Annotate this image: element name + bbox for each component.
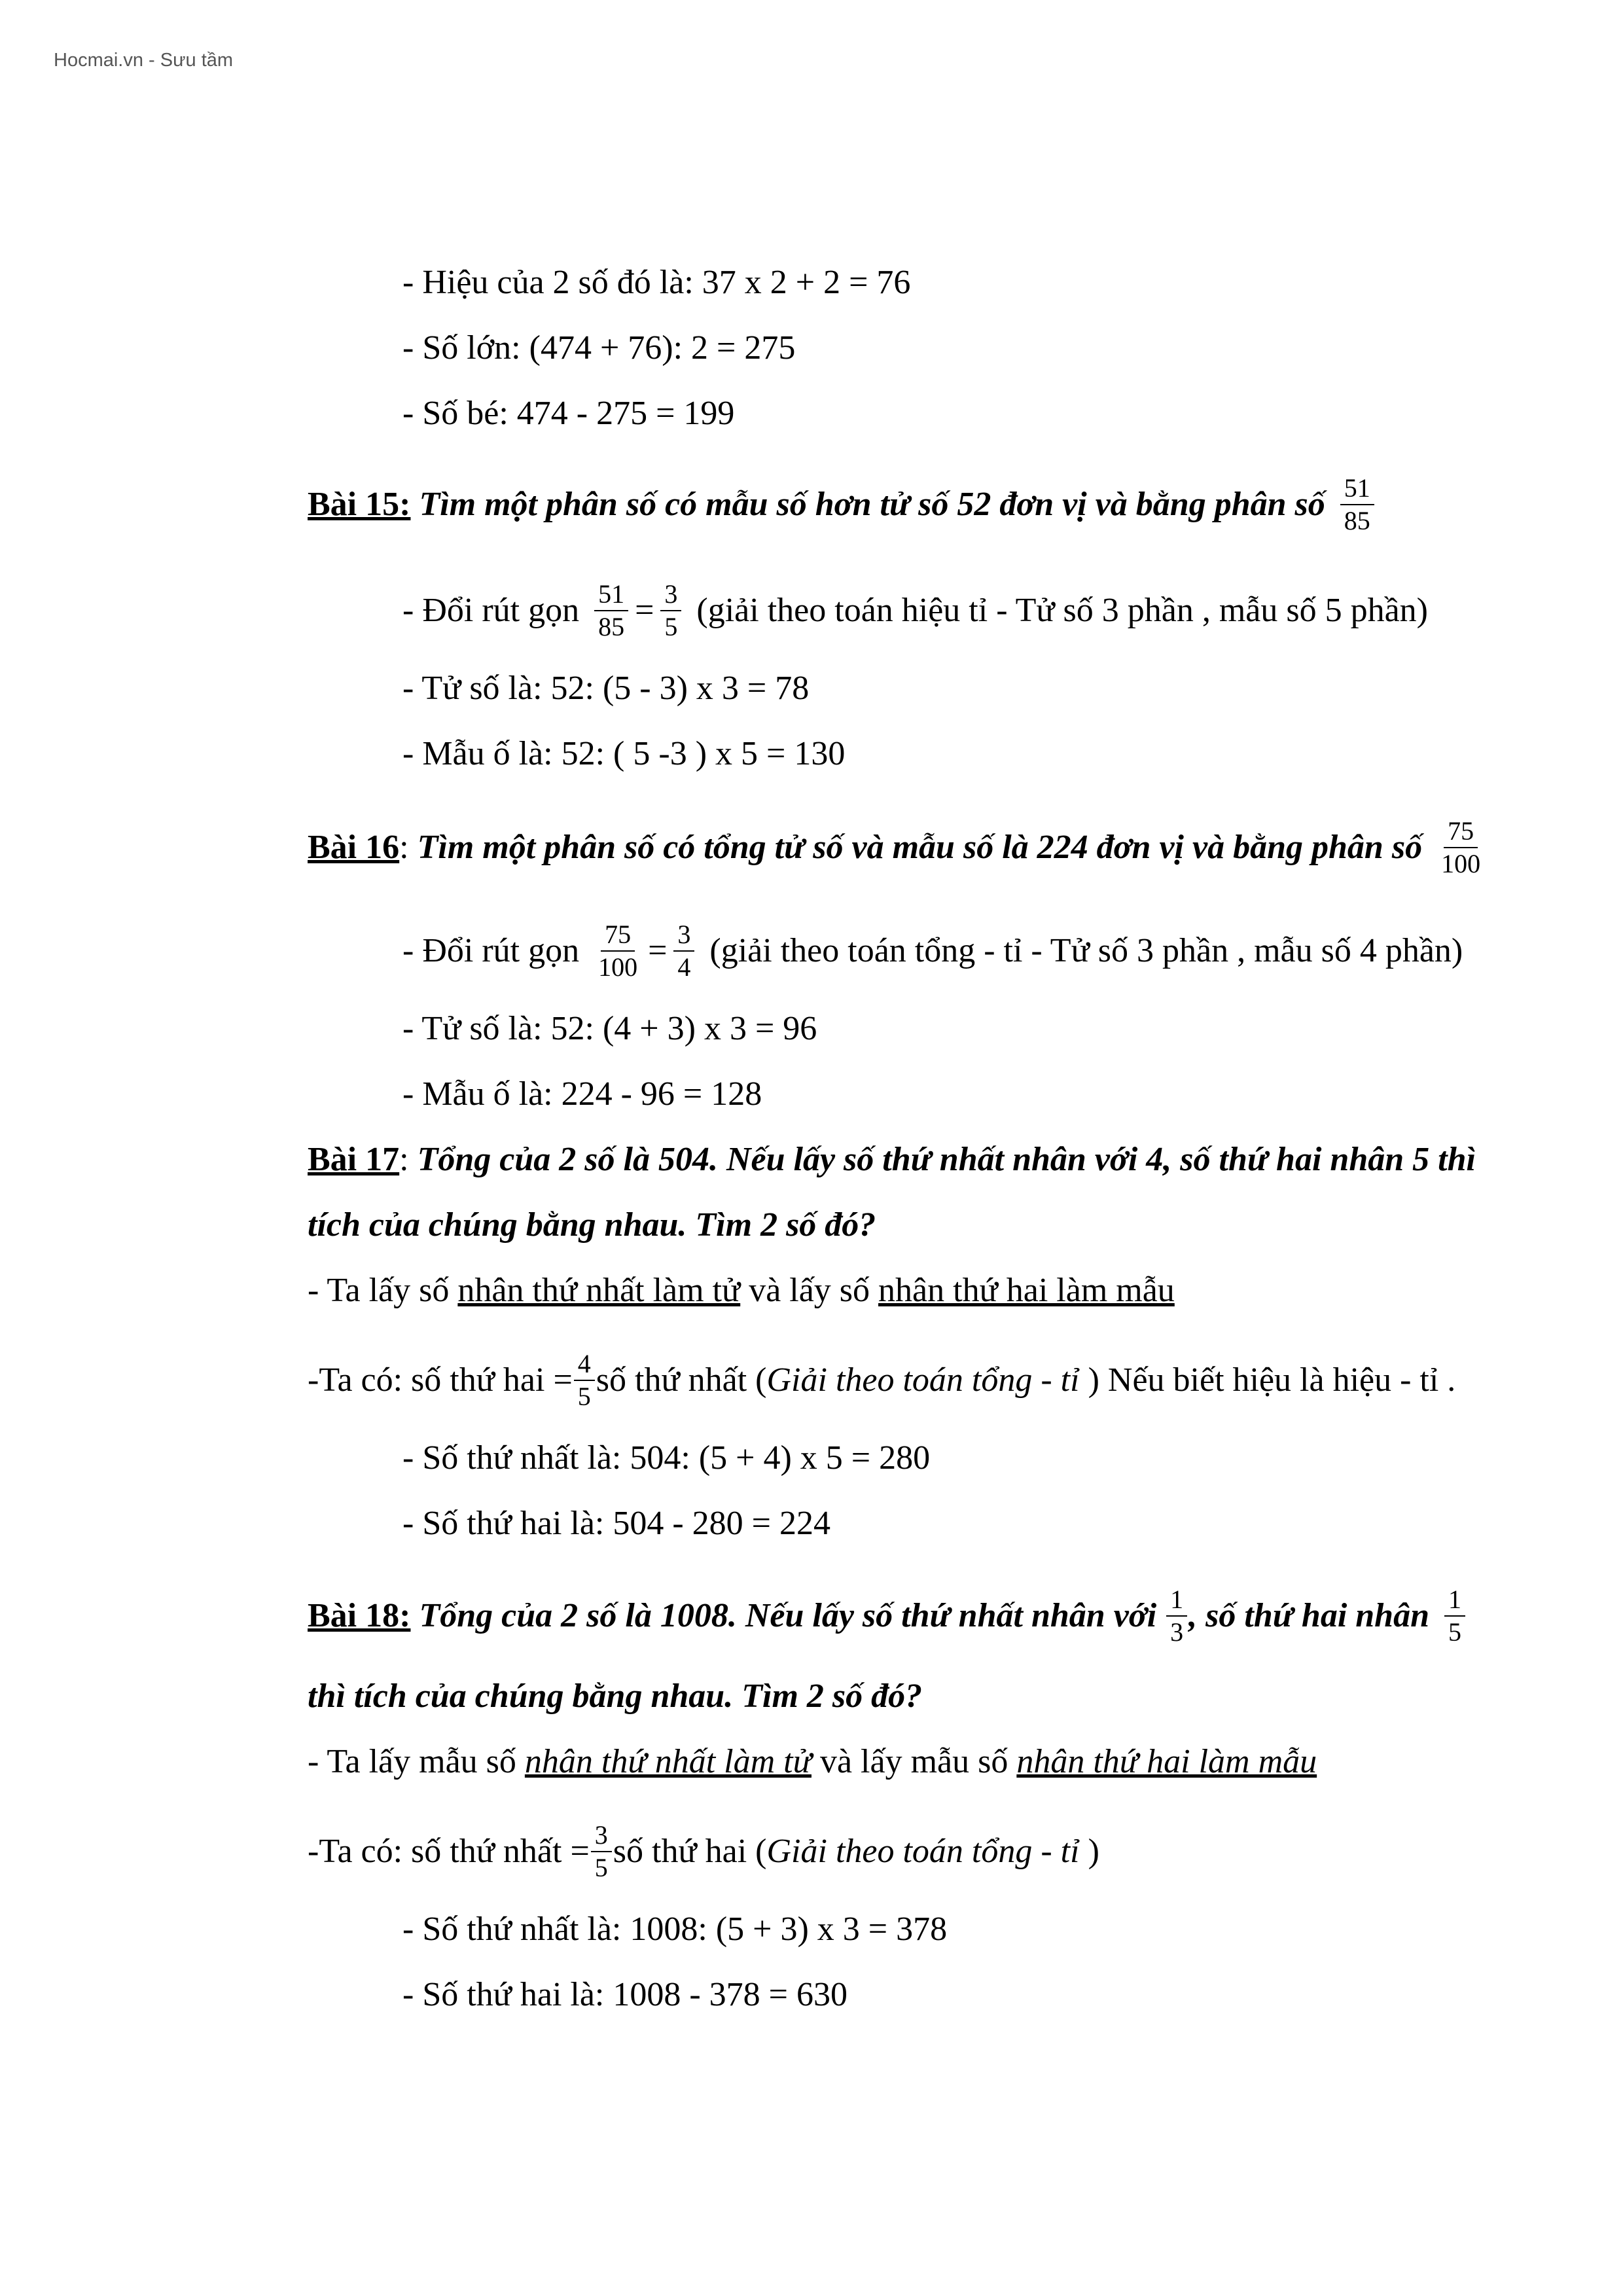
- text: số thứ hai (: [613, 1832, 767, 1870]
- fraction-numerator: 75: [1444, 816, 1478, 848]
- method-line: [308, 1822, 1099, 1886]
- solution-line: [402, 581, 1428, 645]
- fraction-numerator: 3: [591, 1820, 612, 1852]
- text: (giải theo toán tổng - tỉ - Tử số 3 phần , mẫu số 4 phần): [709, 931, 1463, 969]
- fraction-denominator: 4: [677, 952, 691, 982]
- solution-line: - Tử số là: 52: (5 - 3) x 3 = 78: [402, 670, 810, 707]
- solution-line: - Số thứ nhất là: 504: (5 + 4) x 5 = 280: [402, 1439, 931, 1477]
- text: - Ta lấy số: [308, 1272, 458, 1309]
- exercise-label: Bài 18:: [308, 1596, 411, 1634]
- equals-sign: =: [635, 591, 654, 629]
- fraction-denominator: 5: [594, 1853, 608, 1882]
- text: - Đổi rút gọn: [402, 931, 580, 969]
- fraction: [1166, 1584, 1187, 1648]
- text: số thứ nhất (: [596, 1361, 767, 1399]
- fraction: [1340, 473, 1374, 537]
- exercise-15-heading: [308, 475, 1381, 539]
- text: - Ta lấy mẫu số: [308, 1743, 525, 1780]
- solution-line: - Tử số là: 52: (4 + 3) x 3 = 96: [402, 1010, 817, 1047]
- method-line: [308, 1271, 1175, 1310]
- text: và lấy mẫu số: [811, 1743, 1017, 1780]
- fraction-numerator: 3: [673, 919, 694, 952]
- exercise-question: Tổng của 2 số là 504. Nếu lấy số thứ nhất nhân với 4, số thứ hai nhân 5 thì: [408, 1141, 1476, 1178]
- fraction-numerator: 1: [1444, 1584, 1465, 1617]
- italic-text: Giải theo toán tổng - tỉ: [766, 1832, 1088, 1870]
- exercise-17-heading: [308, 1140, 1476, 1179]
- underlined-text: nhân thứ hai làm mẫu: [1016, 1743, 1317, 1780]
- solution-line: - Số thứ nhất là: 1008: (5 + 3) x 3 = 378: [402, 1910, 948, 1948]
- fraction-denominator: 5: [1448, 1617, 1462, 1647]
- fraction-denominator: 85: [598, 612, 625, 641]
- exercise-16-heading: [308, 818, 1491, 882]
- solution-line: - Số thứ hai là: 504 - 280 = 224: [402, 1505, 831, 1542]
- text: -Ta có: số thứ hai =: [308, 1361, 573, 1399]
- fraction-numerator: 1: [1166, 1584, 1187, 1617]
- fraction-denominator: 5: [577, 1382, 591, 1411]
- fraction: [660, 579, 681, 643]
- watermark: Hocmai.vn - Sưu tầm: [54, 50, 234, 71]
- exercise-question: Tìm một phân số có tổng tử số và mẫu số là 224 đơn vị và bằng phân số: [408, 828, 1423, 866]
- fraction-denominator: 85: [1344, 506, 1370, 535]
- fraction-denominator: 100: [598, 952, 638, 982]
- fraction-numerator: 51: [594, 579, 628, 611]
- fraction: [1444, 1584, 1465, 1648]
- equals-sign: =: [648, 931, 668, 969]
- exercise-question: thì tích của chúng bằng nhau. Tìm 2 số đó?: [308, 1677, 923, 1715]
- fraction-denominator: 3: [1170, 1617, 1184, 1647]
- fraction: [574, 1348, 595, 1412]
- text: -Ta có: số thứ nhất =: [308, 1832, 590, 1870]
- exercise-question-cont: [308, 1677, 922, 1716]
- exercise-question-cont: [308, 1206, 876, 1245]
- fraction-numerator: 51: [1340, 473, 1374, 505]
- exercise-question: Tổng của 2 số là 1008. Nếu lấy số thứ nhất nhân với: [410, 1596, 1157, 1634]
- text-line: - Số lớn: (474 + 76): 2 = 275: [402, 329, 796, 367]
- text-line: - Số bé: 474 - 275 = 199: [402, 395, 735, 432]
- text: (giải theo toán hiệu tỉ - Tử số 3 phần , mẫu số 5 phần): [696, 591, 1428, 629]
- text-line: - Hiệu của 2 số đó là: 37 x 2 + 2 = 76: [402, 264, 911, 301]
- solution-line: [402, 922, 1463, 986]
- solution-line: - Số thứ hai là: 1008 - 378 = 630: [402, 1976, 848, 2013]
- exercise-question: , số thứ hai nhân: [1188, 1596, 1430, 1634]
- fraction: [594, 919, 641, 983]
- exercise-question: Tìm một phân số có mẫu số hơn tử số 52 đơn vị và bằng phân số: [410, 485, 1325, 523]
- fraction: [1437, 816, 1484, 880]
- underlined-text: nhân thứ nhất làm tử: [457, 1272, 741, 1309]
- italic-text: Giải theo toán tổng - tỉ: [766, 1361, 1088, 1399]
- fraction: [591, 1820, 612, 1884]
- exercise-18-heading: [308, 1587, 1472, 1651]
- fraction-numerator: 4: [574, 1348, 595, 1381]
- text: và lấy số: [740, 1272, 879, 1309]
- method-line: [308, 1351, 1455, 1415]
- exercise-label: Bài 16: [308, 828, 400, 866]
- fraction-numerator: 3: [660, 579, 681, 611]
- text: - Đổi rút gọn: [402, 591, 580, 629]
- method-line: [308, 1742, 1317, 1782]
- fraction: [594, 579, 628, 643]
- fraction-denominator: 100: [1441, 849, 1481, 878]
- solution-line: - Mẫu ố là: 52: ( 5 -3 ) x 5 = 130: [402, 735, 846, 772]
- fraction-numerator: 75: [601, 919, 635, 952]
- exercise-label: Bài 17: [308, 1141, 400, 1178]
- underlined-text: nhân thứ hai làm mẫu: [878, 1272, 1175, 1309]
- exercise-label: Bài 15:: [308, 485, 411, 523]
- text: :: [399, 1141, 409, 1178]
- text: ): [1088, 1832, 1099, 1870]
- solution-line: - Mẫu ố là: 224 - 96 = 128: [402, 1075, 762, 1113]
- text: ) Nếu biết hiệu là hiệu - tỉ .: [1088, 1361, 1456, 1399]
- fraction: [673, 919, 694, 983]
- exercise-question: tích của chúng bằng nhau. Tìm 2 số đó?: [308, 1206, 876, 1244]
- underlined-text: nhân thứ nhất làm tử: [524, 1743, 812, 1780]
- fraction-denominator: 5: [664, 612, 678, 641]
- text: :: [399, 828, 409, 866]
